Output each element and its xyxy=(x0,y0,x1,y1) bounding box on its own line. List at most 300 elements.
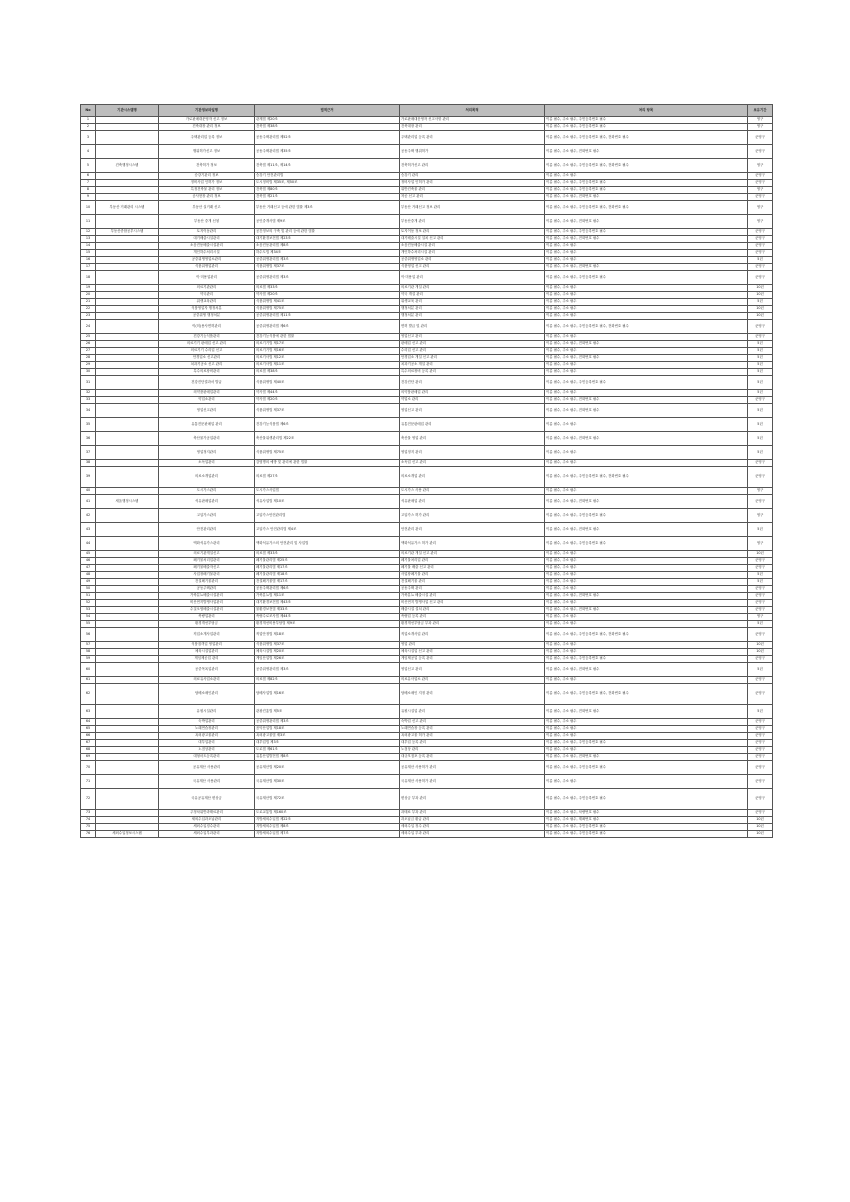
row-period: 영구 xyxy=(748,124,773,131)
row-system xyxy=(96,600,159,607)
row-purpose: 도시가스 사용 관리 xyxy=(400,488,545,495)
table-row xyxy=(81,173,773,180)
col-system: 기관시스템명 xyxy=(96,105,159,117)
row-no: 8 xyxy=(81,187,96,194)
row-no: 36 xyxy=(81,432,96,446)
row-no: 1 xyxy=(81,117,96,124)
row-items: 이름 필수, 주소 필수, 전화번호 필수 xyxy=(545,145,748,159)
row-period: 준영구 xyxy=(748,271,773,285)
row-purpose: 정비사업 인허가 관리 xyxy=(400,180,545,187)
row-period: 5년 xyxy=(748,362,773,369)
row-file: 소음진동배출시설관리 xyxy=(159,243,255,250)
row-period: 5년 xyxy=(748,299,773,306)
row-no: 72 xyxy=(81,789,96,810)
row-no: 34 xyxy=(81,404,96,418)
row-purpose: 폐기물처리업 관리 xyxy=(400,558,545,565)
row-items: 이름 필수, 주소 필수 xyxy=(545,726,748,733)
row-file: 건축허가 정보 xyxy=(159,159,255,173)
row-system xyxy=(96,390,159,397)
row-items: 이름 필수, 주소 필수, 주민등록번호 필수 xyxy=(545,229,748,236)
row-file: 공유재산 사용관리 xyxy=(159,761,255,775)
row-system xyxy=(96,446,159,460)
row-period: 준영구 xyxy=(748,467,773,488)
row-law: 옥외광고물법 제3조 xyxy=(255,733,400,740)
row-law: 의료법 제27조 xyxy=(255,467,400,488)
row-file: 식품영업자 행정처분 xyxy=(159,306,255,313)
row-items: 이름 필수, 주소 필수, 주민등록번호 필수 xyxy=(545,124,748,131)
table-row xyxy=(81,537,773,551)
row-file: 의료소개업관리 xyxy=(159,467,255,488)
row-no: 50 xyxy=(81,586,96,593)
row-law: 식품위생법 제75조 xyxy=(255,446,400,460)
row-system xyxy=(96,348,159,355)
row-items: 이름 필수, 주소 필수, 주민등록번호 필수 xyxy=(545,117,748,124)
row-law: 폐기물관리법 제25조 xyxy=(255,558,400,565)
row-file: 토지이동관리 xyxy=(159,229,255,236)
row-period: 5년 xyxy=(748,621,773,628)
row-file: 부동산 실거래 신고 xyxy=(159,201,255,215)
table-row xyxy=(81,117,773,124)
document-sheet xyxy=(80,104,772,838)
row-no: 6 xyxy=(81,173,96,180)
row-system xyxy=(96,614,159,621)
row-file: 의료기기 수리업 신고 xyxy=(159,348,255,355)
row-period: 5년 xyxy=(748,257,773,264)
row-system xyxy=(96,572,159,579)
col-purpose: 처리목적 xyxy=(400,105,545,117)
row-purpose: 수리업 신고 관리 xyxy=(400,348,545,355)
table-row xyxy=(81,159,773,173)
row-file: 체육시설업관리 xyxy=(159,649,255,656)
row-items: 이름 필수, 주소 필수 xyxy=(545,488,748,495)
row-items: 이름 필수, 주소 필수 xyxy=(545,677,748,684)
row-file: 위생교육관리 xyxy=(159,299,255,306)
row-law: 식품위생법 제37조 xyxy=(255,642,400,649)
row-system xyxy=(96,355,159,362)
row-items: 이름 필수, 주소 필수, 주민등록번호 필수 xyxy=(545,831,748,838)
table-row xyxy=(81,418,773,432)
table-row xyxy=(81,355,773,362)
row-system xyxy=(96,432,159,446)
row-law: 게임산업법 제26조 xyxy=(255,656,400,663)
row-system xyxy=(96,187,159,194)
row-period: 준영구 xyxy=(748,607,773,614)
row-system xyxy=(96,292,159,299)
row-period: 영구 xyxy=(748,488,773,495)
row-items: 이름 필수, 주소 필수 xyxy=(545,292,748,299)
row-items: 이름 필수, 주소 필수, 전화번호 필수 xyxy=(545,215,748,229)
table-row xyxy=(81,565,773,572)
row-system xyxy=(96,754,159,761)
col-law: 법적근거 xyxy=(255,105,400,117)
row-items: 이름 필수, 주소 필수 xyxy=(545,299,748,306)
row-system xyxy=(96,418,159,432)
row-period: 10년 xyxy=(748,824,773,831)
row-file: 세외수입부과관리 xyxy=(159,831,255,838)
row-file: 특수의료장비관리 xyxy=(159,369,255,376)
row-items: 이름 필수, 주소 필수, 전화번호 필수 xyxy=(545,663,748,677)
row-law: 대기환경보전법 제43조 xyxy=(255,600,400,607)
row-file: 공중목욕업관리 xyxy=(159,663,255,677)
row-purpose: 위반건축물 관리 xyxy=(400,187,545,194)
row-purpose: 대규모점포 등록 관리 xyxy=(400,754,545,761)
row-file: 석유판매업관리 xyxy=(159,495,255,509)
table-row xyxy=(81,775,773,789)
table-row xyxy=(81,250,773,257)
row-period: 준영구 xyxy=(748,243,773,250)
row-no: 48 xyxy=(81,572,96,579)
row-no: 76 xyxy=(81,831,96,838)
row-law: 식품위생법 제37조 xyxy=(255,404,400,418)
row-file: 안경업소 신고관리 xyxy=(159,355,255,362)
row-no: 46 xyxy=(81,558,96,565)
row-period: 5년 xyxy=(748,355,773,362)
row-file: 의약품판매업관리 xyxy=(159,390,255,397)
row-system xyxy=(96,313,159,320)
row-items: 이름 필수, 주소 필수, 전화번호 필수 xyxy=(545,495,748,509)
col-file: 기관정보파일명 xyxy=(159,105,255,117)
row-system: 세외수입정보시스템 xyxy=(96,831,159,838)
row-law: 공중위생관리법 제3조 xyxy=(255,663,400,677)
row-period: 영구 xyxy=(748,537,773,551)
table-row xyxy=(81,761,773,775)
row-period: 준영구 xyxy=(748,684,773,705)
row-file: 도시가스관리 xyxy=(159,488,255,495)
row-items: 이름 필수, 주소 필수 xyxy=(545,250,748,257)
row-system xyxy=(96,810,159,817)
table-row xyxy=(81,726,773,733)
row-purpose: 개인하수처리시설 관리 xyxy=(400,250,545,257)
row-no: 11 xyxy=(81,215,96,229)
row-no: 16 xyxy=(81,257,96,264)
row-law: 가축분뇨법 제11조 xyxy=(255,593,400,600)
row-no: 14 xyxy=(81,243,96,250)
row-items: 이름 필수, 주소 필수 xyxy=(545,572,748,579)
row-items: 이름 필수, 주소 필수, 주민등록번호 필수 xyxy=(545,187,748,194)
row-purpose: 세외수입 부과 관리 xyxy=(400,831,545,838)
row-period: 준영구 xyxy=(748,733,773,740)
row-items: 이름 필수, 주소 필수, 주민등록번호 필수 xyxy=(545,789,748,810)
row-law: 축산물위생관리법 제22조 xyxy=(255,432,400,446)
row-no: 5 xyxy=(81,159,96,173)
table-row xyxy=(81,593,773,600)
row-items: 이름 필수, 주소 필수, 전화번호 필수 xyxy=(545,593,748,600)
row-file: 비산먼지발생사업관리 xyxy=(159,600,255,607)
row-purpose: 공중위생영업소 관리 xyxy=(400,257,545,264)
row-system xyxy=(96,341,159,348)
row-items: 이름 필수, 주소 필수 xyxy=(545,586,748,593)
row-no: 69 xyxy=(81,754,96,761)
table-row xyxy=(81,446,773,460)
row-no: 28 xyxy=(81,355,96,362)
row-purpose: 건축대장 관리 xyxy=(400,124,545,131)
row-period: 준영구 xyxy=(748,810,773,817)
row-items: 이름 필수, 주소 필수, 전화번호 필수 xyxy=(545,194,748,201)
row-law: 도시정비법 제35조, 제50조 xyxy=(255,180,400,187)
table-row xyxy=(81,432,773,446)
row-period: 5년 xyxy=(748,348,773,355)
row-purpose: 비산먼지 발생사업 신고 관리 xyxy=(400,600,545,607)
row-purpose: 부동산 거래신고 정보 관리 xyxy=(400,201,545,215)
row-period: 5년 xyxy=(748,432,773,446)
table-row xyxy=(81,719,773,726)
row-purpose: 가축분뇨 배출시설 관리 xyxy=(400,593,545,600)
table-row xyxy=(81,236,773,243)
row-period: 10년 xyxy=(748,285,773,292)
table-row xyxy=(81,789,773,810)
row-purpose: 건강진단 관리 xyxy=(400,376,545,390)
row-items: 이름 필수, 주소 필수, 전화번호 필수 xyxy=(545,705,748,719)
row-period: 준영구 xyxy=(748,586,773,593)
row-system xyxy=(96,250,159,257)
row-no: 49 xyxy=(81,579,96,586)
row-law: 측량수로조사법 제44조 xyxy=(255,614,400,621)
row-purpose: 약업소 관리 xyxy=(400,397,545,404)
row-period: 5년 xyxy=(748,369,773,376)
table-row xyxy=(81,607,773,614)
row-file: 가로판매대운영자 신고 정보 xyxy=(159,117,255,124)
row-law: 담배사업법 제16조 xyxy=(255,684,400,705)
row-no: 38 xyxy=(81,460,96,467)
row-law: 약사법 제44조 xyxy=(255,390,400,397)
row-system xyxy=(96,817,159,824)
row-law: 대부업법 제3조 xyxy=(255,740,400,747)
row-system xyxy=(96,404,159,418)
row-law: 감염병의 예방 및 관리에 관한 법률 xyxy=(255,460,400,467)
row-purpose: 공유재산 사용허가 관리 xyxy=(400,761,545,775)
row-law: 공유재산법 제20조 xyxy=(255,761,400,775)
row-items: 이름 필수, 주소 필수 xyxy=(545,775,748,789)
row-purpose: 행정처분 관리 xyxy=(400,313,545,320)
row-period: 준영구 xyxy=(748,495,773,509)
row-items: 이름 필수, 주소 필수, 차량번호 필수 xyxy=(545,810,748,817)
row-purpose: 행정처분 관리 xyxy=(400,306,545,313)
row-system xyxy=(96,579,159,586)
row-system xyxy=(96,180,159,187)
col-period: 보유기간 xyxy=(748,105,773,117)
row-system xyxy=(96,558,159,565)
row-items: 이름 필수, 주소 필수, 전화번호 필수 xyxy=(545,607,748,614)
row-no: 41 xyxy=(81,495,96,509)
table-row xyxy=(81,390,773,397)
row-law: 공동주택관리법 제52조 xyxy=(255,131,400,145)
row-system xyxy=(96,236,159,243)
row-period: 10년 xyxy=(748,306,773,313)
row-no: 53 xyxy=(81,607,96,614)
row-no: 47 xyxy=(81,565,96,572)
row-no: 13 xyxy=(81,236,96,243)
row-items: 이름 필수, 주소 필수, 주민등록번호 필수 xyxy=(545,761,748,775)
row-law: 환경개선비용부담법 제9조 xyxy=(255,621,400,628)
row-purpose: 사업장폐기물 관리 xyxy=(400,572,545,579)
row-system xyxy=(96,257,159,264)
row-no: 59 xyxy=(81,656,96,663)
row-file: 약국관리 xyxy=(159,292,255,299)
row-items: 이름 필수, 주소 필수 xyxy=(545,334,748,341)
row-period: 준영구 xyxy=(748,719,773,726)
row-items: 이름 필수, 주소 필수, 주민등록번호 필수, 전화번호 필수 xyxy=(545,467,748,488)
row-period: 준영구 xyxy=(748,754,773,761)
row-system xyxy=(96,677,159,684)
row-period: 준영구 xyxy=(748,600,773,607)
row-no: 22 xyxy=(81,306,96,313)
row-no: 33 xyxy=(81,397,96,404)
table-row xyxy=(81,285,773,292)
row-system xyxy=(96,124,159,131)
row-law: 건축법 제21조 xyxy=(255,194,400,201)
row-no: 44 xyxy=(81,537,96,551)
row-system xyxy=(96,264,159,271)
row-period: 준영구 xyxy=(748,565,773,572)
row-system xyxy=(96,663,159,677)
row-law: 폐기물관리법 제18조 xyxy=(255,572,400,579)
row-law: 체육시설법 제20조 xyxy=(255,649,400,656)
row-system xyxy=(96,684,159,705)
row-system: 새올행정시스템 xyxy=(96,495,159,509)
row-law: 부동산 거래신고 등에 관한 법률 제3조 xyxy=(255,201,400,215)
row-period: 영구 xyxy=(748,509,773,523)
row-purpose: 영업신고 관리 xyxy=(400,663,545,677)
row-no: 52 xyxy=(81,600,96,607)
row-period: 10년 xyxy=(748,313,773,320)
row-file: 유통전문판매업 관리 xyxy=(159,418,255,432)
row-system xyxy=(96,586,159,593)
row-purpose: 의료기관 개설 신고 관리 xyxy=(400,551,545,558)
row-system xyxy=(96,215,159,229)
table-row xyxy=(81,271,773,285)
row-file: 대형마트등록관리 xyxy=(159,754,255,761)
row-period: 5년 xyxy=(748,404,773,418)
row-law: 도로교통법 제160조 xyxy=(255,810,400,817)
row-system: 건축행정시스템 xyxy=(96,159,159,173)
row-file: 이·미용업관리 xyxy=(159,271,255,285)
row-no: 7 xyxy=(81,180,96,187)
row-law: 도시가스사업법 xyxy=(255,488,400,495)
row-period: 준영구 xyxy=(748,397,773,404)
privacy-file-table xyxy=(80,104,773,838)
row-period: 준영구 xyxy=(748,761,773,775)
row-system xyxy=(96,642,159,649)
row-period: 영구 xyxy=(748,614,773,621)
row-period: 준영구 xyxy=(748,236,773,243)
row-period: 10년 xyxy=(748,817,773,824)
table-row xyxy=(81,299,773,306)
row-period: 영구 xyxy=(748,215,773,229)
row-items: 이름 필수, 주소 필수 xyxy=(545,747,748,754)
table-row xyxy=(81,558,773,565)
row-period: 준영구 xyxy=(748,180,773,187)
row-no: 32 xyxy=(81,390,96,397)
row-items: 이름 필수, 주소 필수, 전화번호 필수 xyxy=(545,397,748,404)
row-purpose: 건설폐기물 관리 xyxy=(400,579,545,586)
row-period: 준영구 xyxy=(748,460,773,467)
row-law: 식품위생법 제41조 xyxy=(255,299,400,306)
row-items: 이름 필수, 주소 필수 xyxy=(545,173,748,180)
row-no: 64 xyxy=(81,719,96,726)
row-no: 40 xyxy=(81,488,96,495)
row-items: 이름 필수, 주소 필수, 주민등록번호 필수 xyxy=(545,180,748,187)
row-period: 준영구 xyxy=(748,789,773,810)
table-row xyxy=(81,131,773,145)
row-no: 45 xyxy=(81,551,96,558)
row-law: 고압가스 안전관리법 제4조 xyxy=(255,523,400,537)
row-law: 식품위생법 제75조 xyxy=(255,306,400,313)
row-purpose: 공동주택 행위허가 xyxy=(400,145,545,159)
row-system xyxy=(96,628,159,642)
row-system xyxy=(96,523,159,537)
row-law: 식품위생법 제40조 xyxy=(255,376,400,390)
row-items: 이름 필수, 주소 필수, 계좌번호 필수 xyxy=(545,817,748,824)
row-system xyxy=(96,467,159,488)
row-file: 정비사업 인허가 정보 xyxy=(159,180,255,187)
row-system xyxy=(96,789,159,810)
row-purpose: 노점상 관리 xyxy=(400,747,545,754)
row-law: 건축법 제80조 xyxy=(255,187,400,194)
row-no: 25 xyxy=(81,334,96,341)
row-file: 사업장폐기물관리 xyxy=(159,572,255,579)
row-items: 이름 필수, 주소 필수 xyxy=(545,285,748,292)
row-period: 10년 xyxy=(748,831,773,838)
row-items: 이름 필수, 주소 필수 xyxy=(545,446,748,460)
row-no: 15 xyxy=(81,250,96,257)
row-period: 영구 xyxy=(748,117,773,124)
row-items: 이름 필수, 주소 필수, 주민등록번호 필수 xyxy=(545,376,748,390)
row-items: 이름 필수, 주소 필수 xyxy=(545,733,748,740)
row-system xyxy=(96,656,159,663)
row-period: 준영구 xyxy=(748,628,773,642)
row-period: 5년 xyxy=(748,663,773,677)
row-items: 이름 필수, 주소 필수, 주민등록번호 필수 xyxy=(545,656,748,663)
row-file: 대기배출시설관리 xyxy=(159,236,255,243)
table-row xyxy=(81,264,773,271)
row-law: 공중위생관리법 제6조 xyxy=(255,320,400,334)
row-file: 국유공유재산 변상금 xyxy=(159,789,255,810)
table-row xyxy=(81,320,773,334)
row-law: 하수도법 제34조 xyxy=(255,250,400,257)
row-law: 의료기기법 제16조 xyxy=(255,348,400,355)
row-system xyxy=(96,733,159,740)
row-file: 주택관리업 등록 정보 xyxy=(159,131,255,145)
row-file: 특정건축물 관리 정보 xyxy=(159,187,255,194)
row-law: 유통산업발전법 제8조 xyxy=(255,754,400,761)
row-purpose: 과오납금 환급 관리 xyxy=(400,817,545,824)
row-law: 의료법 제33조 xyxy=(255,551,400,558)
row-period: 5년 xyxy=(748,523,773,537)
row-no: 65 xyxy=(81,726,96,733)
row-law: 지방세외수입법 제8조 xyxy=(255,824,400,831)
row-items: 이름 필수, 주소 필수, 주민등록번호 필수, 전화번호 필수 xyxy=(545,684,748,705)
table-row xyxy=(81,628,773,642)
row-items: 이름 필수, 주소 필수 xyxy=(545,621,748,628)
row-period: 10년 xyxy=(748,292,773,299)
table-row xyxy=(81,572,773,579)
row-no: 19 xyxy=(81,285,96,292)
row-no: 43 xyxy=(81,523,96,537)
row-period: 5년 xyxy=(748,446,773,460)
row-period: 준영구 xyxy=(748,677,773,684)
row-file: 공중위생 행정처분 xyxy=(159,313,255,320)
row-no: 75 xyxy=(81,824,96,831)
row-purpose: 건축허가신고 관리 xyxy=(400,159,545,173)
row-file: 승강기관리 정보 xyxy=(159,173,255,180)
row-system xyxy=(96,719,159,726)
row-period: 준영구 xyxy=(748,656,773,663)
row-law: 음악산업법 제18조 xyxy=(255,726,400,733)
row-system xyxy=(96,306,159,313)
row-law: 약사법 제20조 xyxy=(255,292,400,299)
row-items: 이름 필수, 주소 필수, 전화번호 필수 xyxy=(545,264,748,271)
row-no: 62 xyxy=(81,684,96,705)
